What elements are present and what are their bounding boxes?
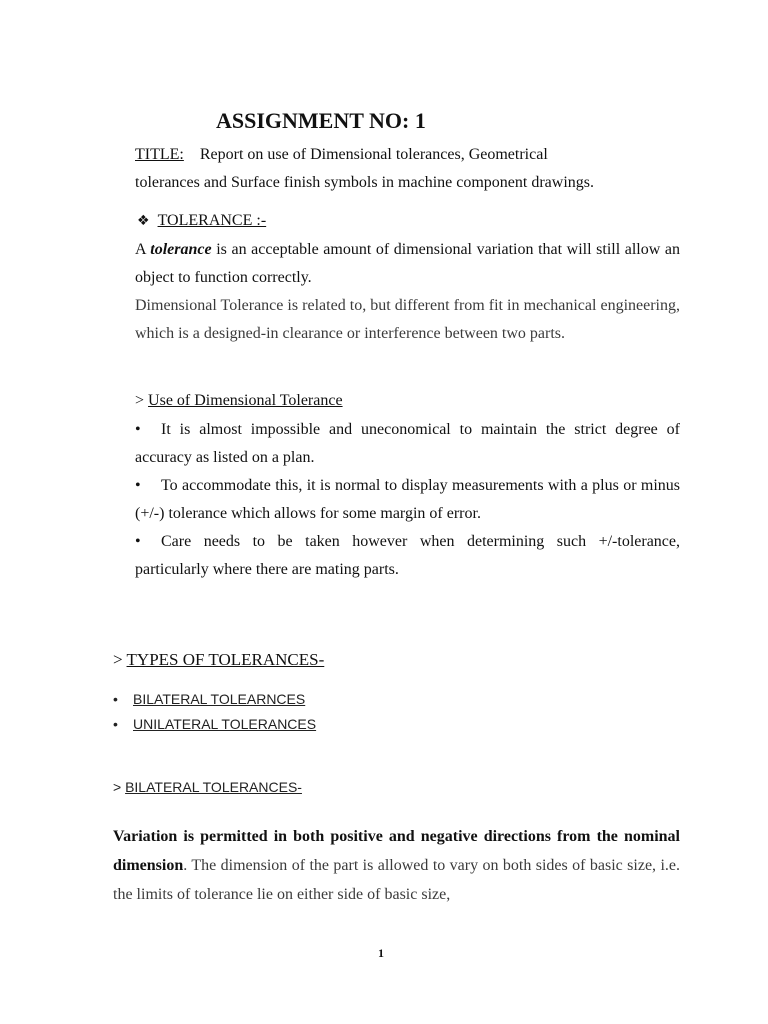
heading-marker: > [113,650,127,669]
use-of-dimensional-tolerance-heading [135,392,343,410]
bullet-icon: • [113,716,118,732]
bullet-icon: • [135,477,141,494]
list-item [135,528,680,584]
bilateral-paragraph [113,822,680,909]
diamond-bullet-icon: ❖ [137,213,150,229]
bilateral-bold-text: Variation is permitted in both positive and negative directions from the nominal dimension [113,828,680,874]
tolerance-heading-text: TOLERANCE :- [157,212,267,229]
list-item-text: UNILATERAL TOLERANCES [133,716,317,732]
list-item-text: Care needs to be taken however when determining such +/-tolerance, particularly where there are mating parts. [135,533,680,578]
types-of-tolerances-heading [113,650,324,670]
list-item [113,691,305,707]
page-number: 1 [378,946,384,960]
bullet-icon: • [113,691,118,707]
title-text-line-1: Report on use of Dimensional tolerances, Geometrical [199,146,548,163]
list-item [135,472,680,528]
bullet-icon: • [135,421,141,438]
list-item [113,716,316,732]
assignment-heading: ASSIGNMENT NO: 1 [216,108,426,133]
heading-marker: > [135,392,149,409]
list-item-text: To accommodate this, it is normal to display measurements with a plus or minus (+/-) tolerance which allows for some margin of error. [135,477,680,522]
title-text-line-2: tolerances and Surface finish symbols in machine component drawings. [135,174,594,191]
definition-prefix: A [135,241,151,258]
bilateral-heading-text: BILATERAL TOLERANCES- [125,779,302,795]
heading-marker: > [113,779,126,795]
title-label: TITLE: [135,146,184,163]
bilateral-tolerances-heading [113,779,302,795]
list-item-text: It is almost impossible and uneconomical to maintain the strict degree of accuracy as listed on a plan. [135,421,680,466]
use-heading-text: Use of Dimensional Tolerance [148,392,343,409]
bullet-icon: • [135,533,141,550]
types-heading-text: TYPES OF TOLERANCES- [126,650,325,669]
list-item [135,416,680,472]
tolerance-term: tolerance [150,241,212,258]
definition-rest: is an acceptable amount of dimensional variation that will still allow an object to function correctly. [135,241,681,286]
tolerance-heading [137,212,266,230]
dimensional-tolerance-paragraph: Dimensional Tolerance is related to, but different from fit in mechanical engineering, which is a designed-in clearance or interference between two parts. [135,297,680,342]
list-item-text: BILATERAL TOLEARNCES [133,691,306,707]
bilateral-rest-text: . The dimension of the part is allowed to vary on both sides of basic size, i.e. the limits of tolerance lie on either side of basic size, [113,857,680,903]
tolerance-definition [135,236,680,292]
title-line-1 [135,146,548,164]
